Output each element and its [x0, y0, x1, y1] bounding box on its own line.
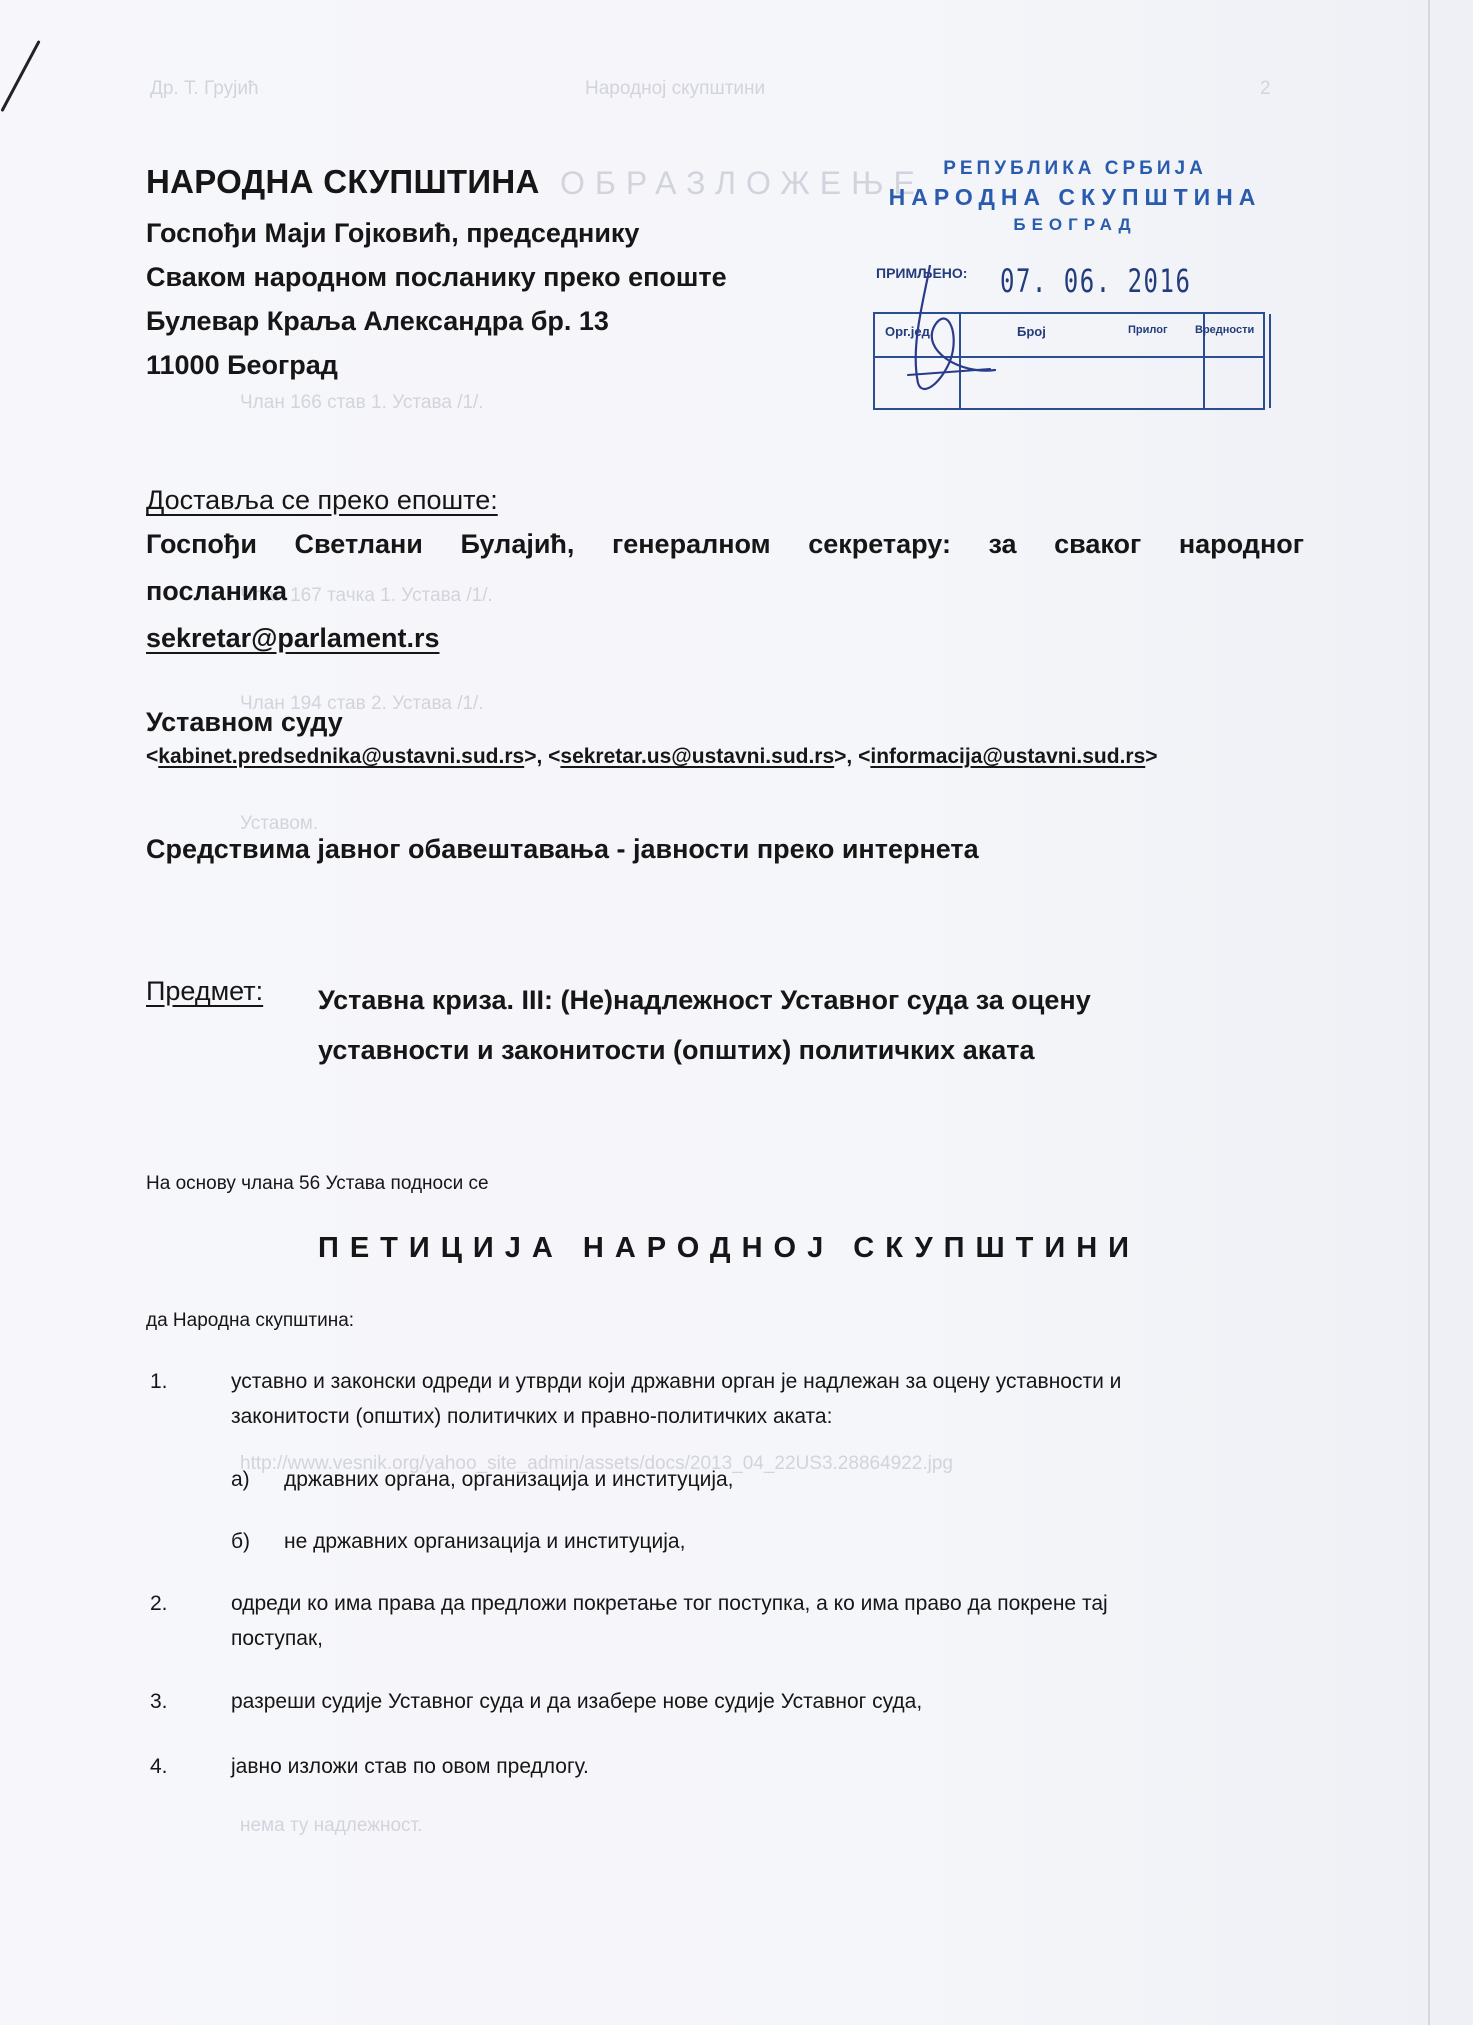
bleed-through-text: Члан 166 став 1. Устава /1/. [240, 392, 484, 413]
court-email-link[interactable]: sekretar.us@ustavni.sud.rs [560, 745, 835, 768]
court-email-link[interactable]: kabinet.predsednika@ustavni.sud.rs [158, 745, 525, 768]
stamp-republic: РЕПУБЛИКА СРБИЈА [943, 158, 1207, 179]
subitem-text: не државних организација и институција, [284, 1530, 686, 1553]
addressee-line: Госпођи Маји Гојковић, председнику [146, 218, 640, 248]
item-line: јавно изложи став по овом предлогу. [231, 1755, 589, 1778]
item-text [231, 1364, 1291, 1434]
receipt-stamp [880, 158, 1270, 235]
bleed-through-text: Члан 194 став 2. Устава /1/. [240, 693, 484, 714]
subject-label: Предмет: [146, 976, 264, 1006]
media-recipient: Средствима јавног обавештавања - јавности преко интернета [146, 834, 979, 864]
petition-intro: да Народна скупштина: [146, 1310, 355, 1331]
item-line: законитости (општих) политичких и правно-политичких аката: [231, 1405, 833, 1428]
item-line: уставно и законски одреди и утврди који државни орган је надлежан за оцену уставности и [231, 1370, 1122, 1393]
item-line: разреши судије Уставног суда и да изабере нове судије Уставног суда, [231, 1690, 923, 1713]
item-text [231, 1586, 1291, 1656]
bleed-through-text: Уставом. [240, 813, 319, 834]
addressee-title: НАРОДНА СКУПШТИНА [146, 163, 540, 200]
item-number: 2. [150, 1592, 168, 1615]
legal-basis: На основу члана 56 Устава подноси се [146, 1173, 489, 1194]
bleed-through-text: нема ту надлежност. [240, 1815, 423, 1836]
stamp-received-label: ПРИМЉЕНО: [876, 265, 968, 281]
petition-title: ПЕТИЦИЈА НАРОДНОЈ СКУПШТИНИ [318, 1232, 1141, 1264]
page-edge-line [1428, 0, 1430, 2025]
item-number: 4. [150, 1755, 168, 1778]
bleed-through-text: 2 [1260, 78, 1271, 99]
stamp-col-label: Вредности [1195, 324, 1255, 336]
court-email-link[interactable]: informacija@ustavni.sud.rs [870, 745, 1146, 768]
addressee-line: 11000 Београд [146, 350, 338, 380]
item-line: одреди ко има права да предложи покретање тог поступка, а ко има право да покрене тај [231, 1592, 1108, 1615]
addressee-line: Сваком народном посланику преко епоште [146, 262, 727, 292]
addressee-line: Булевар Краља Александра бр. 13 [146, 306, 609, 336]
stamp-col-label: Број [1017, 324, 1046, 339]
court-title: Уставном суду [146, 707, 343, 737]
bleed-through-text: Др. Т. Грујић [150, 78, 259, 99]
bleed-through-text: http://www.vesnik.org/yahoo_site_admin/assets/docs/2013_04_22US3.28864922.jpg [240, 1453, 953, 1474]
item-text [231, 1749, 1291, 1784]
subitem-text: државних органа, организација и институција, [284, 1468, 734, 1491]
court-email-list: <kabinet.predsednika@ustavni.sud.rs>, <sekretar.us@ustavni.sud.rs>, <informacija@ustavni.sud.rs> [146, 745, 1158, 768]
bleed-through-text: Народној скупштини [585, 78, 766, 99]
delivery-recipient: Госпођи Светлани Булајић, генералном секретару: за сваког народног [146, 529, 1304, 559]
delivery-recipient-cont: посланика [146, 576, 288, 606]
stamp-col-label: Прилог [1128, 324, 1168, 336]
delivery-label: Доставља се преко епоште: [146, 485, 498, 515]
stamp-received-date: 07. 06. 2016 [1000, 262, 1192, 300]
stamp-col-label: Орг.јед. [885, 324, 934, 339]
stamp-city: БЕОГРАД [1013, 215, 1137, 234]
subitem-letter: б) [231, 1530, 251, 1553]
subject-text [318, 975, 1218, 1075]
subject-line: Уставна криза. III: (Не)надлежност Уставног суда за оцену [318, 985, 1091, 1015]
item-number: 3. [150, 1690, 168, 1713]
item-line: поступак, [231, 1627, 323, 1650]
stamp-assembly: НАРОДНА СКУПШТИНА [888, 184, 1262, 210]
bleed-through-text: Члан 167 тачка 1. Устава /1/. [240, 585, 493, 606]
handwritten-signature [890, 265, 1010, 405]
item-text [231, 1684, 1291, 1719]
item-number: 1. [150, 1370, 168, 1393]
handwritten-slash-mark [0, 40, 40, 112]
subject-line: уставности и законитости (општих) политичких аката [318, 1035, 1035, 1065]
delivery-email-link[interactable]: sekretar@parlament.rs [146, 623, 440, 653]
subitem-letter: а) [231, 1468, 250, 1491]
bleed-through-text: ОБРАЗЛОЖЕЊЕ [560, 165, 925, 201]
